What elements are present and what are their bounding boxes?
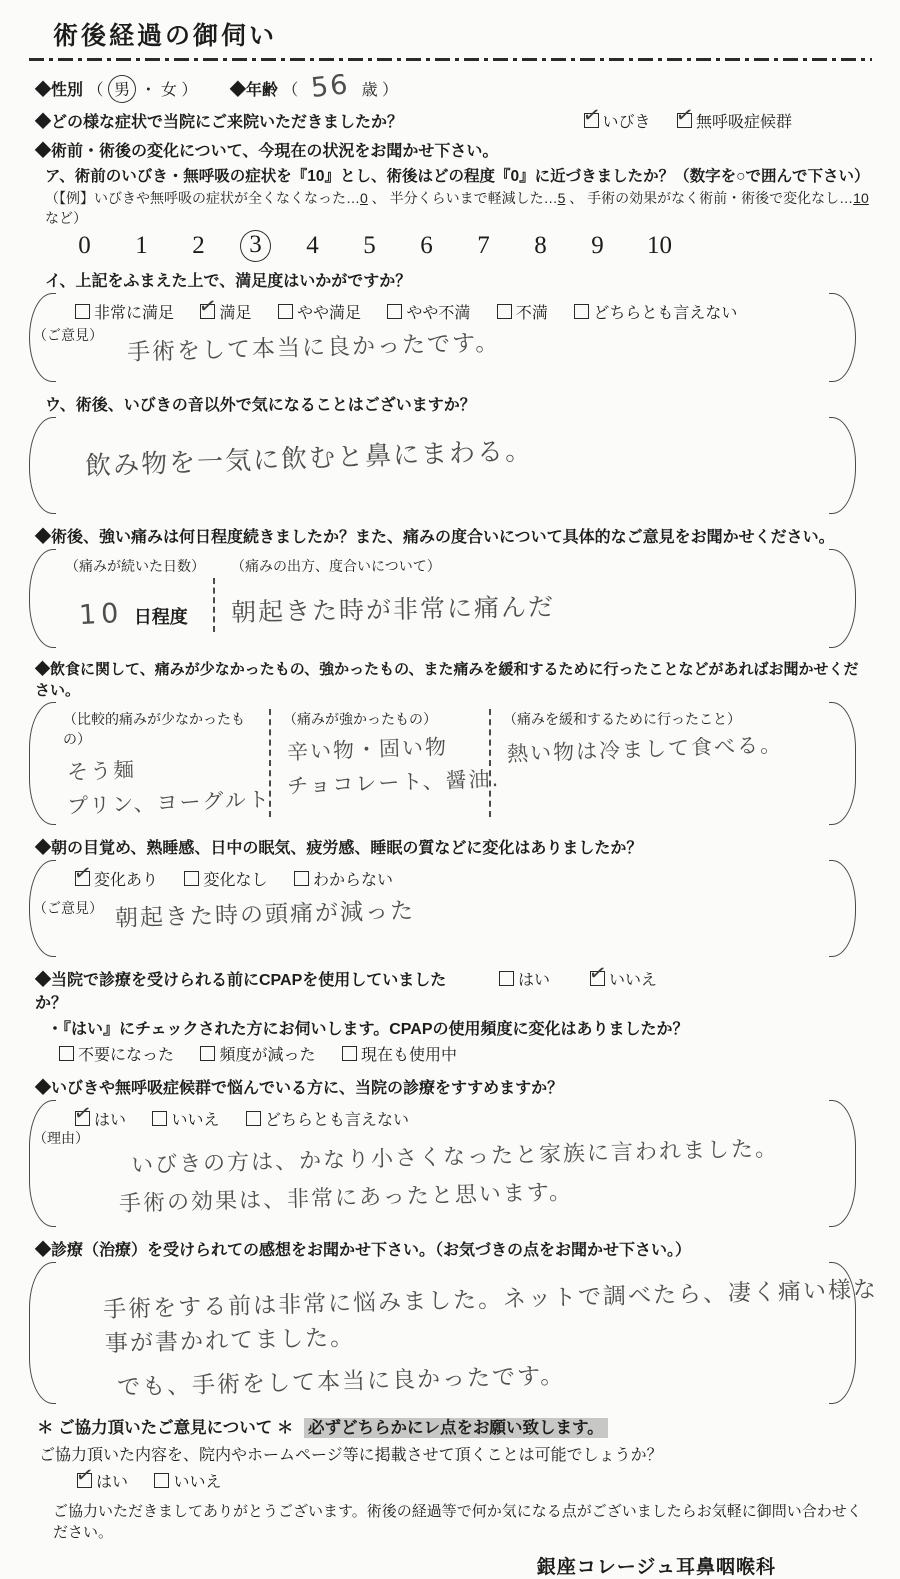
option-genzai-shiyochu: 現在も使用中 bbox=[342, 1047, 457, 1064]
food-columns bbox=[63, 709, 814, 817]
sleep-options bbox=[75, 867, 814, 890]
gender-dot: ・ bbox=[140, 82, 157, 99]
checkbox-icon bbox=[184, 871, 199, 886]
impression-answer-box bbox=[29, 1262, 879, 1404]
gender-paren-close: ） bbox=[181, 82, 198, 99]
scale-0: 0 bbox=[78, 232, 91, 259]
age-paren-open: （ bbox=[282, 82, 299, 99]
option-rec-iie: いいえ bbox=[152, 1112, 219, 1129]
pain-columns bbox=[65, 556, 814, 632]
pain-days-label: （痛みが続いた日数） bbox=[65, 558, 205, 574]
age-label: ◆年齢 bbox=[229, 82, 278, 99]
checkbox-icon bbox=[77, 1473, 92, 1488]
cpap-option-iie: ✓ いいえ bbox=[590, 967, 657, 990]
sleep-opinion-label: （ご意見） bbox=[33, 900, 103, 916]
age-unit: 歳 bbox=[361, 82, 378, 99]
pain-detail-label: （痛みの出方、度合いについて） bbox=[231, 558, 441, 574]
option-publish-iie: いいえ bbox=[154, 1474, 221, 1491]
symptom-option-ibiki: ✓ いびき bbox=[584, 114, 651, 131]
age-paren-close: ） bbox=[382, 82, 399, 99]
symptom-option-mukokyu: ✓ 無呼吸症候群 bbox=[677, 114, 792, 131]
option-rec-hai: ✓はい bbox=[75, 1112, 126, 1129]
gender-male-circled: 男 bbox=[107, 74, 137, 104]
pain-days-value-row bbox=[79, 599, 188, 630]
cpap-followup-question: ・『はい』にチェックされた方にお伺いします。CPAPの使用頻度に変化はありましたか？ bbox=[47, 1021, 689, 1038]
food-more-pain-line2: チョコレート、醤油. bbox=[286, 766, 501, 799]
option-henka-nashi: 変化なし bbox=[184, 872, 267, 889]
food-heading: ◆飲食に関して、痛みが少なかったもの、強かったもの、また痛みを緩和するために行ったことなどがあればお聞かせください。 bbox=[35, 661, 859, 699]
impression-heading: ◆診療（治療）を受けられての感想をお聞かせ下さい。（お気づきの点をお聞かせ下さい。） bbox=[35, 1242, 692, 1259]
checkbox-icon bbox=[677, 113, 692, 128]
food-answer-box bbox=[29, 702, 856, 825]
checkbox-icon bbox=[75, 871, 90, 886]
food-col-less-pain: （比較的痛みが少なかったもの） そう麺 プリン、ヨーグルト bbox=[63, 711, 272, 819]
sleep-opinion-handwritten: 朝起きた時の頭痛が減った bbox=[114, 898, 416, 932]
option-fuyo: 不要になった bbox=[59, 1047, 174, 1064]
option-hijoni-manzoku: 非常に満足 bbox=[75, 305, 174, 322]
scale-5: 5 bbox=[363, 232, 376, 259]
publish-options bbox=[77, 1469, 872, 1492]
publish-question: ご協力頂いた内容を、院内やホームページ等に掲載させて頂くことは可能でしょうか？ bbox=[39, 1447, 663, 1464]
food-more-pain-line1: 辛い物・固い物 bbox=[286, 734, 449, 765]
checkbox-icon bbox=[574, 304, 589, 319]
pain-heading: ◆術後、強い痛みは何日程度続きましたか？また、痛みの度合いについて具体的なご意見をお聞かせください。 bbox=[35, 529, 835, 546]
change-example: （【例】いびきや無呼吸の症状が全くなくなった…0 、 半分くらいまで軽減した…5 、 手術の効果がなく術前・術後で変化なし…10 など） bbox=[45, 190, 869, 226]
option-yaya-fuman: やや不満 bbox=[387, 305, 470, 322]
scale-7: 7 bbox=[477, 232, 490, 259]
change-heading: ◆術前・術後の変化について、今現在の状況をお聞かせ下さい。 bbox=[35, 143, 499, 160]
pain-days-handwritten: 10 bbox=[78, 597, 125, 632]
scale-3-circled: 3 bbox=[240, 230, 271, 262]
food-col-relief: （痛みを緩和するために行ったこと） 熱い物は冷まして食べる。 bbox=[489, 709, 814, 817]
impression-line1-handwritten: 手術をする前は非常に悩みました。ネットで調べたら、凄く痛い様な bbox=[102, 1276, 879, 1324]
satisfaction-answer-box bbox=[29, 293, 856, 382]
cpap-question-row bbox=[35, 967, 872, 1013]
cpap-followup-options bbox=[59, 1042, 872, 1065]
checkbox-icon bbox=[75, 1111, 90, 1126]
gender-female: 女 bbox=[160, 82, 177, 99]
gender-label: ◆性別 bbox=[35, 82, 84, 99]
scale-1: 1 bbox=[135, 232, 148, 259]
gender-paren-open: （ bbox=[87, 82, 104, 99]
option-publish-hai: ✓はい bbox=[77, 1474, 128, 1491]
symptom-options bbox=[584, 109, 814, 132]
option-rec-dochira: どちらとも言えない bbox=[246, 1112, 409, 1129]
thanks-message: ご協力いただきましてありがとうございます。術後の経過等で何か気になる点がございましたらお気軽に御問い合わせください。 bbox=[53, 1503, 862, 1541]
food-col-more-pain: （痛みが強かったもの） 辛い物・固い物 チョコレート、醤油. bbox=[269, 709, 489, 817]
pain-answer-box bbox=[29, 549, 856, 648]
dash-dot-divider bbox=[29, 58, 872, 61]
checkbox-icon bbox=[75, 304, 90, 319]
opinion-label: （ご意見） bbox=[33, 327, 103, 343]
satisfaction-options bbox=[75, 300, 814, 323]
checkbox-icon bbox=[590, 971, 605, 986]
checkbox-icon bbox=[584, 113, 599, 128]
scale-8: 8 bbox=[534, 232, 547, 259]
checkbox-icon bbox=[342, 1046, 357, 1061]
checkbox-icon bbox=[387, 304, 402, 319]
food-less-pain-line2: プリン、ヨーグルト bbox=[66, 787, 272, 819]
checkbox-icon bbox=[154, 1473, 169, 1488]
recommend-heading: ◆いびきや無呼吸症候群で悩んでいる方に、当院の診療をすすめますか？ bbox=[35, 1080, 564, 1097]
clinic-name: 銀座コレージュ耳鼻咽喉科 bbox=[536, 1557, 776, 1578]
option-yaya-manzoku: やや満足 bbox=[278, 305, 361, 322]
sleep-answer-box bbox=[29, 860, 856, 957]
option-hindo-hetta: 頻度が減った bbox=[200, 1047, 315, 1064]
cooperation-note bbox=[37, 1414, 872, 1438]
checkbox-icon bbox=[246, 1111, 261, 1126]
reason-line2-handwritten: 手術の効果は、非常にあったと思います。 bbox=[118, 1180, 574, 1217]
checkbox-icon bbox=[278, 304, 293, 319]
recommend-options bbox=[75, 1107, 814, 1130]
sleep-heading: ◆朝の目覚め、熟睡感、日中の眠気、疲労感、睡眠の質などに変化はありましたか？ bbox=[35, 840, 643, 857]
recommend-answer-box bbox=[29, 1100, 856, 1227]
option-manzoku: ✓ 満足 bbox=[200, 305, 251, 322]
change-question-b: イ、上記をふまえた上で、満足度はいかがですか？ bbox=[45, 273, 412, 290]
concern-answer-handwritten: 飲み物を一気に飲むと鼻にまわる。 bbox=[84, 436, 534, 482]
checkbox-icon bbox=[294, 871, 309, 886]
scale-6: 6 bbox=[420, 232, 433, 259]
scale-9: 9 bbox=[591, 232, 604, 259]
note-highlighted: 必ずどちらかにレ点をお願い致します。 bbox=[304, 1418, 608, 1438]
rating-scale bbox=[77, 232, 872, 260]
change-question-c: ウ、術後、いびきの音以外で気になることはございますか？ bbox=[45, 397, 476, 414]
food-relief-line1: 熱い物は冷まして食べる。 bbox=[506, 732, 784, 767]
food-less-pain-line1: そう麺 bbox=[66, 757, 137, 785]
option-dochira: どちらとも言えない bbox=[574, 305, 737, 322]
checkbox-icon bbox=[499, 971, 514, 986]
reason-line1-handwritten: いびきの方は、かなり小さくなったと家族に言われました。 bbox=[130, 1136, 780, 1179]
symptom-row bbox=[35, 109, 872, 132]
checkbox-icon bbox=[59, 1046, 74, 1061]
checkbox-icon bbox=[200, 1046, 215, 1061]
checkbox-icon bbox=[200, 304, 215, 319]
checkbox-icon bbox=[152, 1111, 167, 1126]
impression-line3-handwritten: でも、手術をして本当に良かったです。 bbox=[116, 1363, 566, 1401]
checkbox-icon bbox=[497, 304, 512, 319]
scale-10: 10 bbox=[647, 232, 672, 259]
cpap-option-hai: はい bbox=[499, 967, 550, 990]
pain-detail-column bbox=[215, 556, 814, 632]
change-question-a: ア、術前のいびき・無呼吸の症状を『10』とし、術後はどの程度『0』に近づきましたか？（数字を○で囲んで下さい） bbox=[45, 168, 870, 185]
reason-label: （理由） bbox=[33, 1130, 89, 1146]
profile-row bbox=[35, 71, 872, 103]
age-value-handwritten: 56 bbox=[309, 69, 351, 104]
pain-days-unit: 日程度 bbox=[133, 607, 188, 627]
pain-days-column bbox=[65, 556, 213, 632]
satisfaction-opinion-handwritten: 手術をして本当に良かったです。 bbox=[126, 330, 501, 366]
option-henka-ari: ✓変化あり bbox=[75, 872, 158, 889]
note-prefix: ＊ ご協力頂いたご意見について ＊ bbox=[37, 1419, 294, 1437]
option-wakaranai: わからない bbox=[294, 872, 393, 889]
impression-line2-handwritten: 事が書かれてました。 bbox=[104, 1324, 356, 1358]
scale-2: 2 bbox=[192, 232, 205, 259]
cpap-question: ◆当院で診療を受けられる前にCPAPを使用していましたか？ bbox=[35, 972, 447, 1012]
pain-detail-handwritten: 朝起きた時が非常に痛んだ bbox=[230, 592, 556, 627]
symptom-question: ◆どの様な症状で当院にご来院いただきましたか？ bbox=[35, 114, 404, 131]
after-surgery-concern-box bbox=[29, 417, 856, 514]
option-fuman: 不満 bbox=[497, 305, 548, 322]
form-title: 術後経過の御伺い bbox=[53, 23, 278, 50]
scale-4: 4 bbox=[306, 232, 319, 259]
